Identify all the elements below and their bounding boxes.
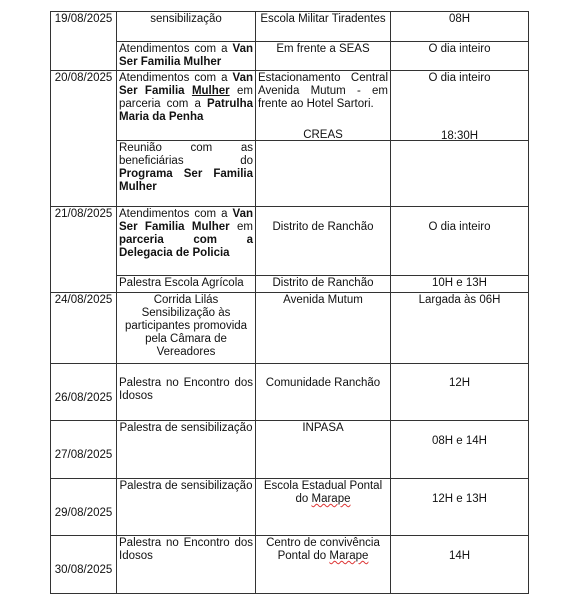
location-cell: Comunidade Ranchão (256, 364, 391, 421)
table-row (51, 536, 529, 594)
activity-text: Reunião com as beneficiárias do (119, 142, 253, 167)
activity-underlined-text: Mulher (191, 85, 230, 97)
table-row (51, 276, 529, 293)
date-cell: 30/08/2025 (51, 536, 117, 594)
table-row (51, 141, 529, 207)
activity-bold-text: Patrulha Maria da Penha (119, 98, 253, 123)
activity-bold-text: Van Ser Familia Mulher (119, 208, 253, 233)
activity-text: Atendimentos com a (119, 72, 233, 84)
location-cell: Distrito de Ranchão (256, 276, 391, 293)
activity-bold-text: Programa Ser Familia Mulher (119, 168, 253, 193)
activity-bold-text: Van Ser Familia Mulher (119, 43, 253, 68)
time-text: 18:30H (440, 130, 479, 142)
time-cell: 08H e 14H (391, 421, 529, 479)
location-text: Centro de convivência Pontal do (266, 537, 380, 562)
schedule-table (50, 11, 529, 594)
date-cell: 20/08/2025 (51, 71, 117, 207)
date-cell: 26/08/2025 (51, 364, 117, 421)
time-cell: O dia inteiro (391, 207, 529, 276)
location-cell: Escola Militar Tiradentes (256, 12, 391, 42)
activity-cell (117, 42, 256, 71)
location-cell: Avenida Mutum (256, 293, 391, 364)
time-cell (391, 130, 529, 207)
time-cell: 14H (391, 536, 529, 594)
location-text: CREAS (303, 129, 343, 141)
activity-text: em parceria com a (119, 85, 253, 110)
location-cell: INPASA (256, 421, 391, 479)
activity-bold-text: Van Ser Familia (119, 72, 253, 97)
location-cell (256, 129, 391, 207)
time-cell: 10H e 13H (391, 276, 529, 293)
activity-text: em (229, 221, 253, 233)
table-row (51, 421, 529, 479)
activity-cell: Palestra Escola Agrícola (117, 276, 256, 293)
activity-cell: sensibilização (117, 12, 256, 42)
location-misspelled-text: Marape (311, 493, 351, 505)
date-cell: 27/08/2025 (51, 421, 117, 479)
time-cell: O dia inteiro (391, 42, 529, 71)
time-cell: 08H (391, 12, 529, 42)
activity-cell: Palestra de sensibilização (117, 421, 256, 479)
activity-text: Atendimentos com a (119, 208, 233, 220)
table-row (51, 479, 529, 536)
table-row (51, 364, 529, 421)
table-row (51, 207, 529, 276)
location-cell: Distrito de Ranchão (256, 207, 391, 276)
location-text: Escola Estadual Pontal do (263, 480, 383, 505)
location-cell: Estacionamento Central Avenida Mutum - em frente ao Hotel Sartori. (256, 71, 391, 141)
time-cell: 12H (391, 364, 529, 421)
location-misspelled-text: Marape (329, 550, 369, 562)
location-cell (256, 536, 391, 594)
activity-cell (117, 141, 256, 207)
time-cell: O dia inteiro (391, 71, 529, 141)
table-row (51, 293, 529, 364)
location-cell (256, 479, 391, 536)
time-cell: 12H e 13H (391, 479, 529, 536)
activity-cell: Palestra de sensibilização (117, 479, 256, 536)
activity-cell: Palestra no Encontro dos Idosos (117, 536, 256, 594)
activity-text: Atendimentos com a (119, 43, 233, 55)
date-cell: 21/08/2025 (51, 207, 117, 293)
time-cell: Largada às 06H (391, 293, 529, 364)
activity-cell: Palestra no Encontro dos Idosos (117, 364, 256, 421)
date-cell: 24/08/2025 (51, 293, 117, 364)
date-cell: 29/08/2025 (51, 479, 117, 536)
activity-bold-text: parceria com a Delegacia de Policia (119, 234, 253, 259)
activity-cell: Corrida Lilás Sensibilização às participantes promovida pela Câmara de Vereadores (117, 293, 256, 364)
activity-cell (117, 71, 256, 141)
table-row (51, 12, 529, 42)
activity-cell (117, 207, 256, 276)
table-row (51, 42, 529, 71)
date-cell: 19/08/2025 (51, 12, 117, 71)
location-cell: Em frente a SEAS (256, 42, 391, 71)
